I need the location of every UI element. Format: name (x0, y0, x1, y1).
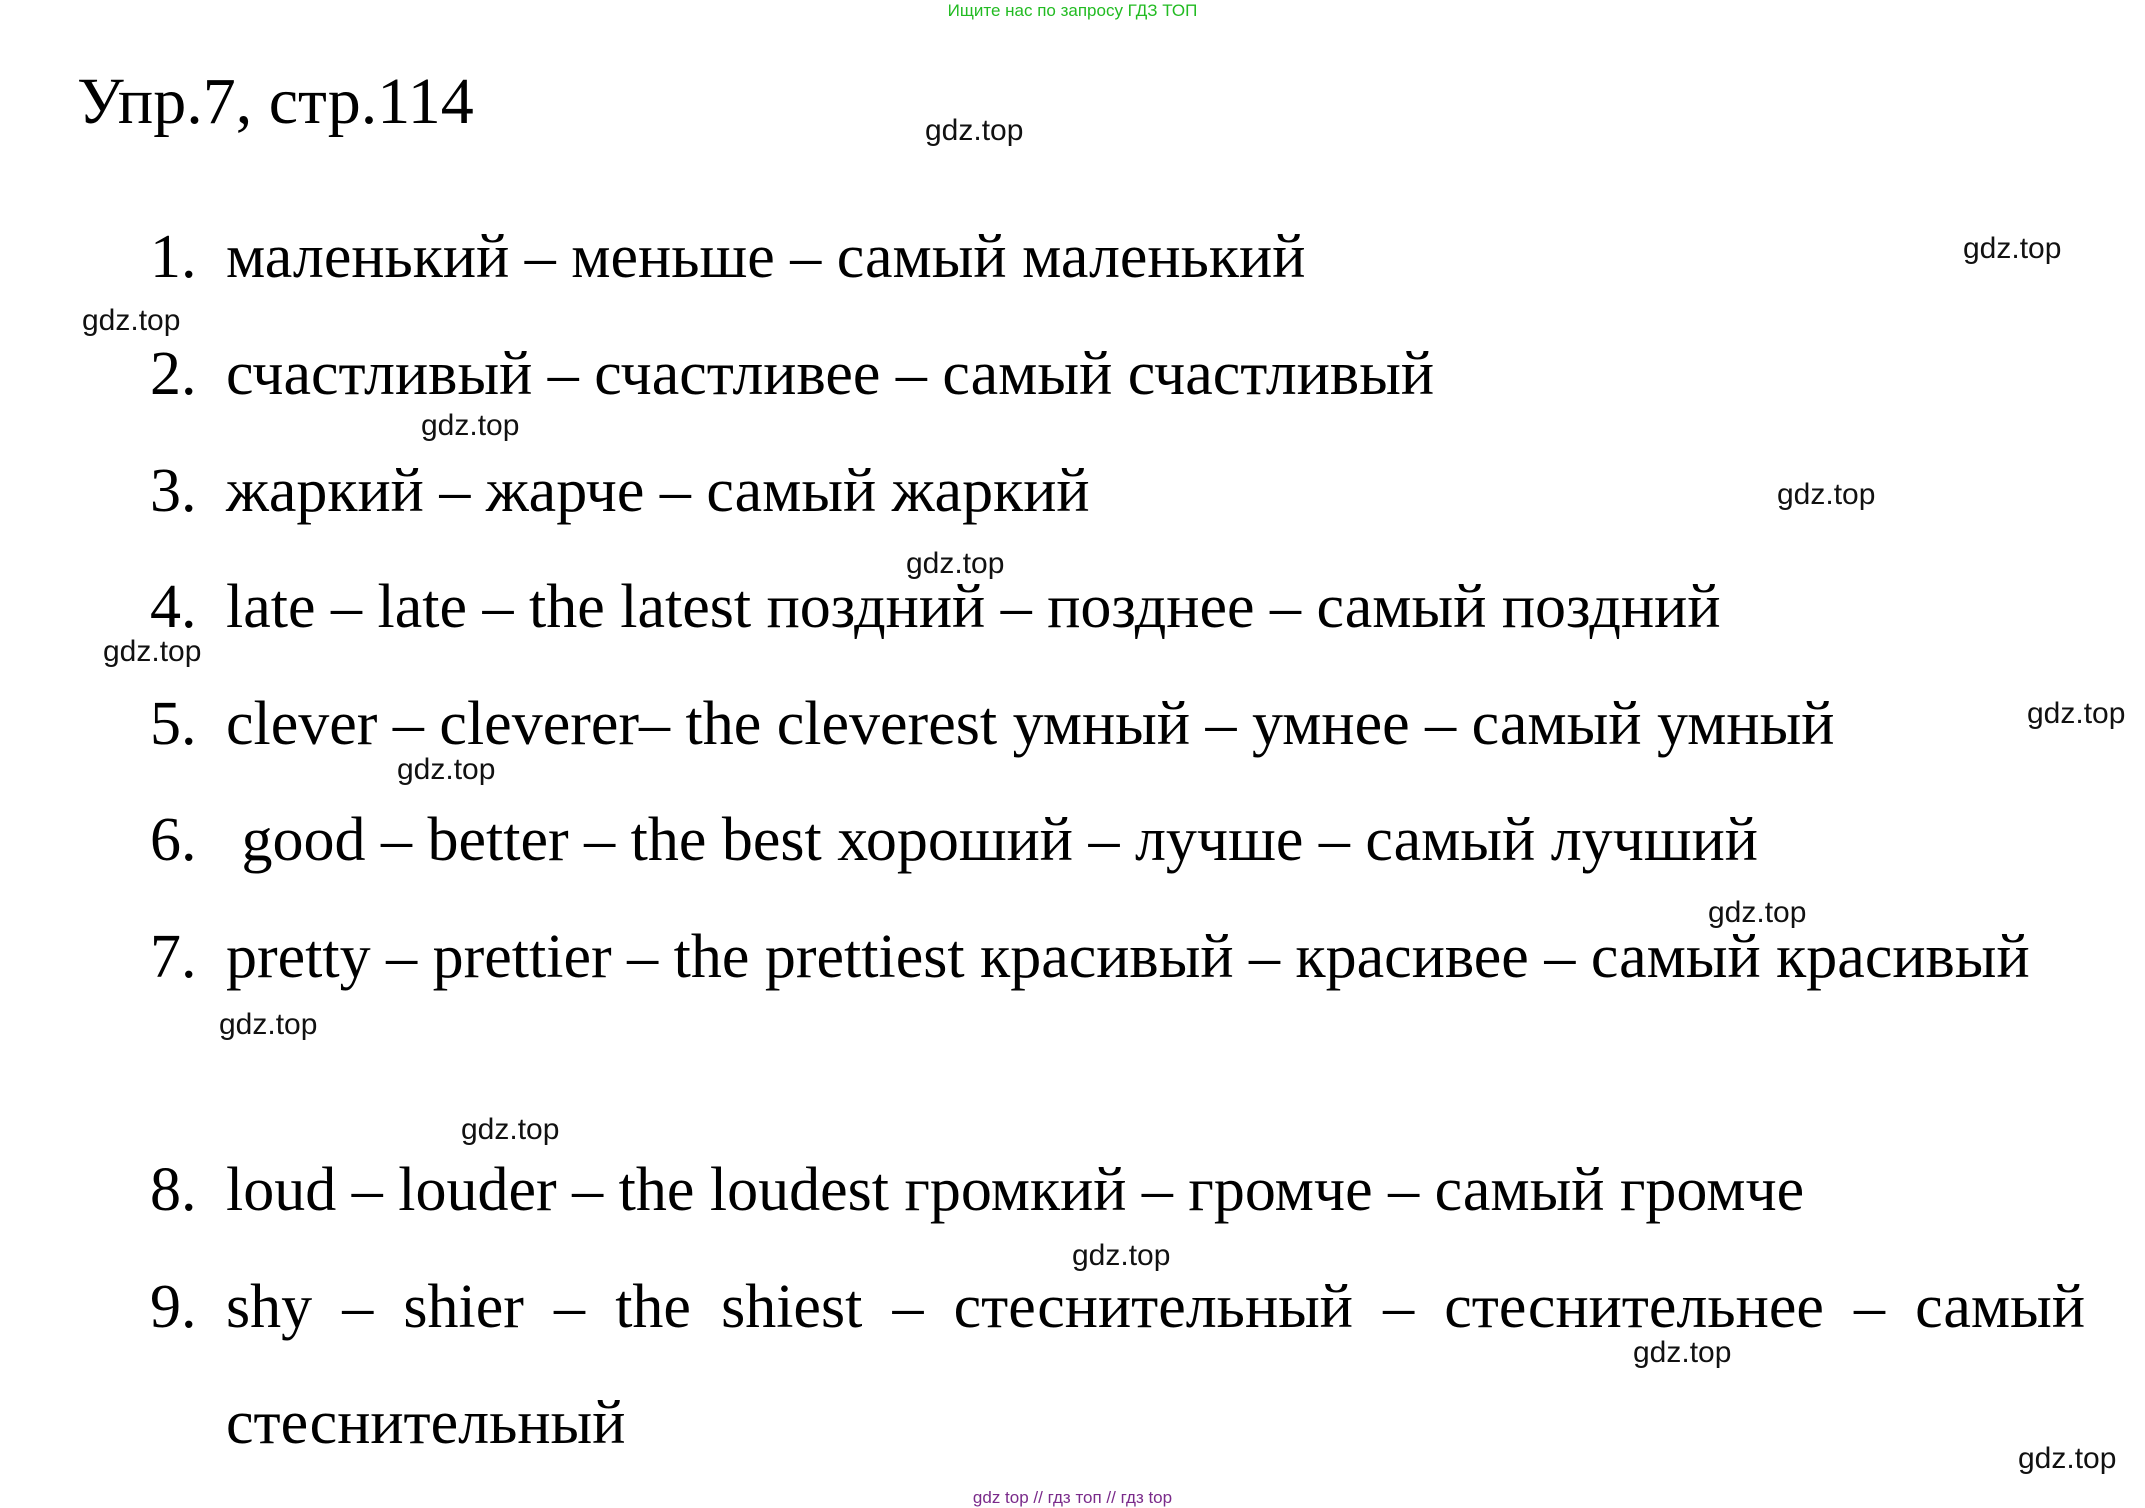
list-item (150, 199, 2085, 315)
watermark: gdz.top (397, 753, 496, 786)
item-text: pretty – prettier – the prettiest красивый – красивее – самый красивый (226, 923, 2030, 991)
watermark: gdz.top (906, 547, 1005, 580)
item-number: 6. (150, 806, 197, 874)
watermark: gdz.top (461, 1113, 560, 1146)
item-text: late – late – the latest поздний – позднее – самый поздний (226, 573, 1721, 641)
item-number: 3. (150, 457, 197, 525)
page-title: Упр.7, стр.114 (77, 65, 474, 138)
list-item (150, 1249, 2085, 1481)
watermark: gdz.top (2027, 697, 2126, 730)
list-item (150, 549, 2085, 665)
watermark: gdz.top (1633, 1336, 1732, 1369)
watermark: gdz.top (1072, 1239, 1171, 1272)
watermark: gdz.top (219, 1008, 318, 1041)
item-text: clever – cleverer– the cleverest умный – умнее – самый умный (226, 690, 1835, 758)
item-text: жаркий – жарче – самый жаркий (226, 457, 1090, 525)
watermark: gdz.top (925, 114, 1024, 147)
watermark: gdz.top (82, 304, 181, 337)
item-number: 9. (150, 1273, 197, 1341)
item-number: 7. (150, 923, 197, 991)
list-item (150, 1132, 2085, 1248)
item-text: счастливый – счастливее – самый счастливый (226, 340, 1435, 408)
item-number: 1. (150, 223, 197, 291)
item-text: маленький – меньше – самый маленький (226, 223, 1306, 291)
watermark: gdz.top (1708, 896, 1807, 929)
footer-watermark: gdz top // гдз топ // гдз top (972, 1488, 1173, 1507)
item-number: 8. (150, 1156, 197, 1224)
top-banner: Ищите нас по запросу ГДЗ ТОП (947, 1, 1198, 20)
item-number: 2. (150, 340, 197, 408)
watermark: gdz.top (103, 635, 202, 668)
item-text: good – better – the best хороший – лучше – самый лучший (226, 806, 1758, 874)
watermark: gdz.top (1777, 478, 1876, 511)
list-item (150, 782, 2085, 898)
item-number: 5. (150, 690, 197, 758)
item-number: 4. (150, 573, 197, 641)
watermark: gdz.top (421, 409, 520, 442)
item-text: loud – louder – the loudest громкий – громче – самый громче (226, 1156, 1805, 1224)
item-text: shy – shier – the shiest – стеснительный – стеснительнее – самый стеснительный (226, 1273, 2085, 1457)
watermark: gdz.top (2018, 1442, 2117, 1475)
watermark: gdz.top (1963, 232, 2062, 265)
